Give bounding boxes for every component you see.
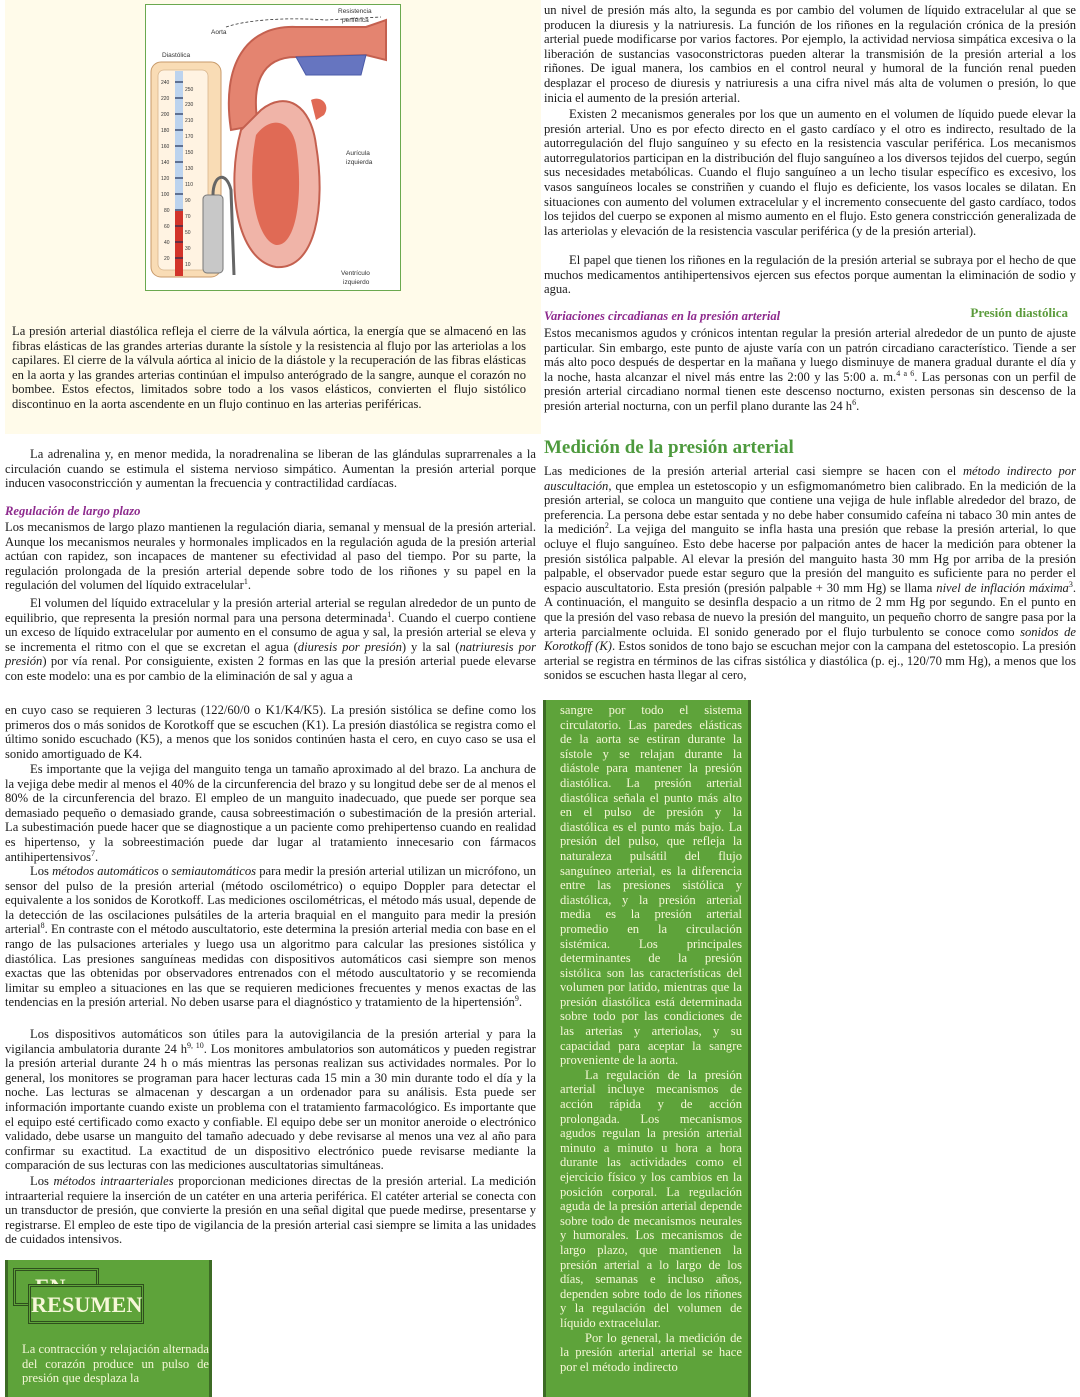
figure-caption-text: La presión arterial diastólica refleja el cierre de la válvula aórtica, la energía que se almacenó en las fibras elásticas de las grandes arterias durante la sístole y la resistencia al flujo por las arteriolas a los capilares. El cierre de la válvula aórtica al inicio de la diástole y la recuperación de las fibras elásticas en la aorta y las grandes arterias continúan el impulso anterógrado de la sangre, aunque el corazón no bombee. Estos efectos, limitados sobre todo a los vasos elásticos, convierten el flujo sistólico discontinuo en la aorta ascendente en un flujo continuo en las arterias periféricas. bbox=[12, 324, 526, 411]
svg-text:240: 240 bbox=[161, 80, 170, 86]
summary-paragraph-1: sangre por todo el sistema circulatorio. Las paredes elásticas de la aorta se estiran durante la sístole y se relajan durante la diástole para mantener la presión diastólica. La presión arterial diastólica señala el punto más alto en el pulso de presión y la diastólica es el punto más bajo. La presión del pulso, que refleja la naturaleza pulsátil del flujo sanguíneo arterial, es la diferencia entre las presiones sistólica y diastólica, y la presión arterial media es la presión arterial promedio en la circulación sistémica. Los principales determinantes de la presión sistólica son las características del volumen por latido, mientras que la presión diastólica está determinada sobre todo por las condiciones de las arterias y arteriolas, y su capacidad para aceptar la sangre proveniente de la aorta. bbox=[560, 703, 742, 1068]
resumen-text: La contracción y relajación alternada del corazón produce un pulso de presión que desplaza la bbox=[22, 1342, 209, 1386]
paragraph-dispositivos-automaticos: Los dispositivos automáticos son útiles para la autovigilancia de la presión arterial y para la vigilancia ambulatoria durante 24 $h^{9, 10}$. Los monitores ambulatorios son automáticos y pueden registrar la presión arterial durante 24 h o más mientras las personas realizan sus actividades normales. Por lo general, los monitores se programan para hacer lecturas cada 15 min a 30 min durante todo el día y la noche. Las lecturas se almacenan y descargan a un ordenador para su análisis. Esta puede ser información importante cuando existe un problema con el tratamiento farmacológico. Es importante que el equipo esté certificado como exacto y confiable. El equipo debe ser un monitor aneroide o electrónico validado, debe usarse un manguito del tamaño adecuado y debe revisarse al menos una vez al año para confirmar su exactitud. La exactitud de un dispositivo electrónico puede revisarse mediante la comparación de sus lecturas con las mediciones auscultatorias simultáneas. bbox=[5, 1027, 536, 1173]
label-resistencia: Resistencia bbox=[338, 8, 372, 15]
paragraph-lecturas: en cuyo caso se requieren 3 lecturas (122/60/0 o K1/K4/K5). La presión sistólica se define como los primeros dos o más sonidos de Korotkoff que se escuchen (K1). La presión diastólica se registra como el último sonido escuchado (K5), a menos que los sonidos continúen hasta el cero, en cuyo caso se usa el sonido amortiguado de K4. bbox=[5, 703, 536, 761]
diastolic-pressure-figure bbox=[145, 4, 401, 291]
svg-text:50: 50 bbox=[185, 230, 191, 236]
label-ventriculo: Ventrículo bbox=[341, 270, 370, 277]
svg-text:140: 140 bbox=[161, 160, 170, 166]
paragraph-vejiga-manguito: Es importante que la vejiga del manguito tenga un tamaño aproximado al del brazo. La anchura de la vejiga debe medir al menos el 40% de la circunferencia del brazo y su longitud debe ser de al menos el 80% de la circunferencia del brazo. El empleo de un manguito inadecuado, que puede ser porque sea demasiado pequeño o demasiado grande, causa sobreestimación o subestimación de la presión arterial. La subestimación puede hacer que se diagnostique a un paciente como prehipertenso cuando en realidad es hipertenso, y la sobreestimación puede dar lugar al tratamiento innecesario con fármacos antihipertensivos$^7$. bbox=[5, 762, 536, 864]
paragraph-largo-plazo-2: El volumen del líquido extracelular y la presión arterial arterial se regulan alrededor de un punto de equilibrio, que representa la presión normal para una persona determinada$^1$. Cuando el cuerpo contiene un exceso de líquido extracelular por aumento en el consumo de agua y sal, la presión arterial se eleva y se incrementa el ritmo con el que se excretan el agua (diuresis por presión) y la sal (natriuresis por presión) por vía renal. Por consiguiente, existen 2 formas en las que la presión arterial puede elevarse con este modelo: una es por cambio de la eliminación de sal y agua a bbox=[5, 596, 536, 683]
svg-text:130: 130 bbox=[185, 166, 194, 172]
svg-text:170: 170 bbox=[185, 134, 194, 140]
svg-text:210: 210 bbox=[185, 118, 194, 124]
svg-text:220: 220 bbox=[161, 96, 170, 102]
paragraph-metodos-automaticos: Los métodos automáticos o semiautomáticos para medir la presión arterial utilizan un micrófono, un sensor del pulso de la presión arterial (método oscilométrico) o equipo Doppler para detectar el equivalente a los sonidos de Korotkoff. Las mediciones oscilométricas, el método más usual, depende de la detección de las oscilaciones pulsátiles de la arteria braquial en el manguito para medir la presión arterial$^8$. En contraste con el método auscultatorio, este determina la presión arterial media con base en el rango de las pulsaciones arteriales y luego usa un algoritmo para calcular las presiones sistólica y diastólica. Las presiones sanguíneas medidas con dispositivos automáticos casi siempre son menos exactas que las obtenidas por observadores entrenados con el método auscultatorio y se recomienda limitar su empleo a situaciones en las que se requieren mediciones frecuentes y menos exactas de las tendencias en la presión arterial. No deben usarse para el diagnóstico y tratamiento de la hipertensión$^9$. bbox=[5, 864, 537, 1010]
heading-medicion-presion-arterial: Medición de la presión arterial bbox=[544, 437, 794, 458]
svg-text:110: 110 bbox=[185, 182, 193, 188]
svg-text:70: 70 bbox=[185, 214, 191, 220]
svg-text:250: 250 bbox=[185, 87, 194, 93]
label-auricula: Aurícula bbox=[346, 150, 370, 157]
svg-text:200: 200 bbox=[161, 112, 170, 118]
label-periferica: periférica bbox=[342, 17, 369, 24]
summary-paragraph-2: La regulación de la presión arterial incluye mecanismos de acción rápida y de acción prolongada. Los mecanismos agudos regulan la presión arterial minuto a minuto u hora a hora durante las actividades como el ejercicio físico y los cambios en la posición corporal. La regulación aguda de la presión arterial depende sobre todo de mecanismos neurales y humorales. Los mecanismos de largo plazo, que mantienen la presión arterial a lo largo de los días, semanas e incluso años, dependen sobre todo de los riñones y la regulación del volumen de líquido extracelular. bbox=[560, 1067, 742, 1330]
svg-text:150: 150 bbox=[185, 150, 194, 156]
heart-aorta-illustration bbox=[146, 5, 401, 291]
svg-text:100: 100 bbox=[161, 192, 170, 198]
svg-text:180: 180 bbox=[161, 128, 170, 134]
summary-paragraph-3: Por lo general, la medición de la presión arterial arterial se hace por el método indirecto bbox=[560, 1330, 742, 1374]
paragraph-mecanismos-generales: Existen 2 mecanismos generales por los que un aumento en el volumen de líquido puede elevar la presión arterial. Uno es por efecto directo en el gasto cardíaco y el otro es indirecto, resultado de la autorregulación del flujo sanguíneo y su efecto en la resistencia vascular periférica. Los mecanismos autorregulatorios participan en la distribución del flujo sanguíneo a los diversos tejidos del cuerpo, según sus necesidades metabólicas. Cuando el flujo sanguíneo a un lecho tisular específico es excesivo, los vasos sanguíneos locales se constriñen y cuando el flujo es deficiente, los vasos locales se dilatan. En situaciones con aumento del volumen extracelular y el incremento consecuente del gasto cardíaco, todos los tejidos del cuerpo se exponen al mismo aumento en el flujo. Esto genera constricción generalizada de las arteriolas y elevación de la resistencia vascular periférica (y de la presión arterial). bbox=[544, 107, 1076, 238]
en-resumen-box bbox=[5, 1260, 212, 1397]
paragraph-adrenalina: La adrenalina y, en menor medida, la noradrenalina se liberan de las glándulas suprarrenales a la circulación cuando se estimula el sistema nervioso simpático. Aumentan la presión arterial porque inducen vasoconstricción y aumentan la frecuencia y contractilidad cardíacas. bbox=[5, 447, 536, 491]
paragraph-medicion: Las mediciones de la presión arterial arterial casi siempre se hacen con el método indirecto por auscultación, que emplea un estetoscopio y un esfigmomanómetro bien calibrado. En la medición de la presión arterial, se coloca un manguito que contiene una vejiga de hule inflable alrededor del brazo, de preferencia. La persona debe estar sentada y no debe haber consumido cafeína ni tabaco 30 min antes de la medición$^2$. La vejiga del manguito se infla hasta una presión que rebase la presión arterial, lo que ocluye el flujo sanguíneo. Esto debe hacerse por palpación antes de hacer la medición para obtener la presión sistólica palpable. Al elevar la presión del manguito hasta 30 mm Hg por arriba de la presión palpable, el observador puede estar seguro que la presión del manguito es suficiente para no perder el espacio auscultatorio. Esta presión (presión palpable + 30 mm Hg) se llama nivel de inflación máxima$^3$. A continuación, el manguito se desinfla despacio a un ritmo de 2 mm Hg por segundo. En el punto en que la presión del vaso rebasa de nuevo la presión del manguito, un pequeño chorro de sangre pasa por la arteria parcialmente ocluida. El sonido generado por el flujo turbulento se conoce como sonidos de Korotkoff (K). Estos sonidos de tono bajo se escuchan mejor con la campana del estetoscopio. La presión arterial se registra en términos de las cifras sistólica y diastólica (p. ej., 120/70 mm Hg), a menos que los sonidos se escuchen hasta llegar al cero, bbox=[544, 464, 1077, 683]
paragraph-metodos-intraarteriales: Los métodos intraarteriales proporcionan mediciones directas de la presión arterial. La medición intraarterial requiere la inserción de un catéter en una arteria periférica. El catéter arterial se conecta con un transductor de presión, que convierte la presión en una señal digital que puede medirse, presentarse y registrarse. El empleo de este tipo de vigilancia de la presión arterial casi siempre se limita a las unidades de cuidados intensivos. bbox=[5, 1174, 536, 1247]
label-izquierdo: izquierdo bbox=[343, 279, 370, 286]
svg-text:20: 20 bbox=[164, 256, 170, 262]
paragraph-papel-riñones: El papel que tienen los riñones en la regulación de la presión arterial se subraya por el hecho de que muchos medicamentos antihipertensivos ejercen sus efectos porque aumentan la eliminación de sodio y agua. bbox=[544, 253, 1076, 297]
subheading-regulacion-largo-plazo: Regulación de largo plazo bbox=[5, 504, 141, 518]
label-izquierda: izquierda bbox=[346, 159, 373, 166]
svg-text:120: 120 bbox=[161, 176, 170, 182]
paragraph-circadianas: Estos mecanismos agudos y crónicos intentan regular la presión arterial alrededor de un punto de ajuste particular. Sin embargo, este punto de ajuste varía con un patrón circadiano característico. Tiende a ser más alto poco después de despertar en la mañana y luego disminuye de manera gradual durante el día y la noche, hasta alcanzar el nivel más entre las 2:00 y las 5:00 a. m.$^{4 a 6}$. Las personas con un perfil de presión arterial circadiano normal tienen este descenso nocturno, existen personas sin descenso de la presión arterial nocturna, con un perfil plano durante las 24 $h^6$. bbox=[544, 326, 1076, 413]
svg-text:160: 160 bbox=[161, 144, 170, 150]
paragraph-largo-plazo-1: Los mecanismos de largo plazo mantienen la regulación diaria, semanal y mensual de la presión arterial. Aunque los mecanismos neurales y hormonales implicados en la regulación aguda de la presión arterial actúan con rapidez, son incapaces de mantener su efectividad al paso del tiempo. Por su parte, la regulación prolongada de la presión arterial depende sobre todo de los riñones y su papel en la regulación del volumen del líquido extracelular$^1$. bbox=[5, 520, 536, 593]
resumen-title: RESUMEN bbox=[31, 1292, 143, 1317]
subheading-variaciones-circadianas: Variaciones circadianas en la presión arterial bbox=[544, 309, 781, 323]
label-aorta: Aorta bbox=[211, 29, 227, 36]
svg-text:90: 90 bbox=[185, 198, 191, 204]
summary-sidebar-box bbox=[543, 700, 751, 1397]
paragraph-riñones-continuacion: un nivel de presión más alto, la segunda es por cambio del volumen de líquido extracelular al que se producen la diuresis y la natriuresis. La función de los riñones en la regulación crónica de la presión arterial puede modificarse por varios factores. Por ejemplo, la actividad nerviosa simpática excesiva o la liberación de sustancias vasoconstrictoras pueden alterar la transmisión de la presión arterial a los riñones. De igual manera, los cambios en el control neural y humoral de la función renal pueden desplazar el proceso de diuresis y natriuresis a una cifra nivel más alta de volumen o presión, lo que inicia el aumento de la presión arterial. bbox=[544, 3, 1076, 105]
svg-text:80: 80 bbox=[164, 208, 170, 214]
svg-text:30: 30 bbox=[185, 246, 191, 252]
label-diastolica: Diastólica bbox=[162, 52, 191, 59]
svg-text:60: 60 bbox=[164, 224, 170, 230]
svg-text:230: 230 bbox=[185, 102, 194, 108]
svg-text:40: 40 bbox=[164, 240, 170, 246]
figure-caption-title: Presión diastólica bbox=[970, 305, 1068, 320]
svg-text:10: 10 bbox=[185, 262, 191, 268]
